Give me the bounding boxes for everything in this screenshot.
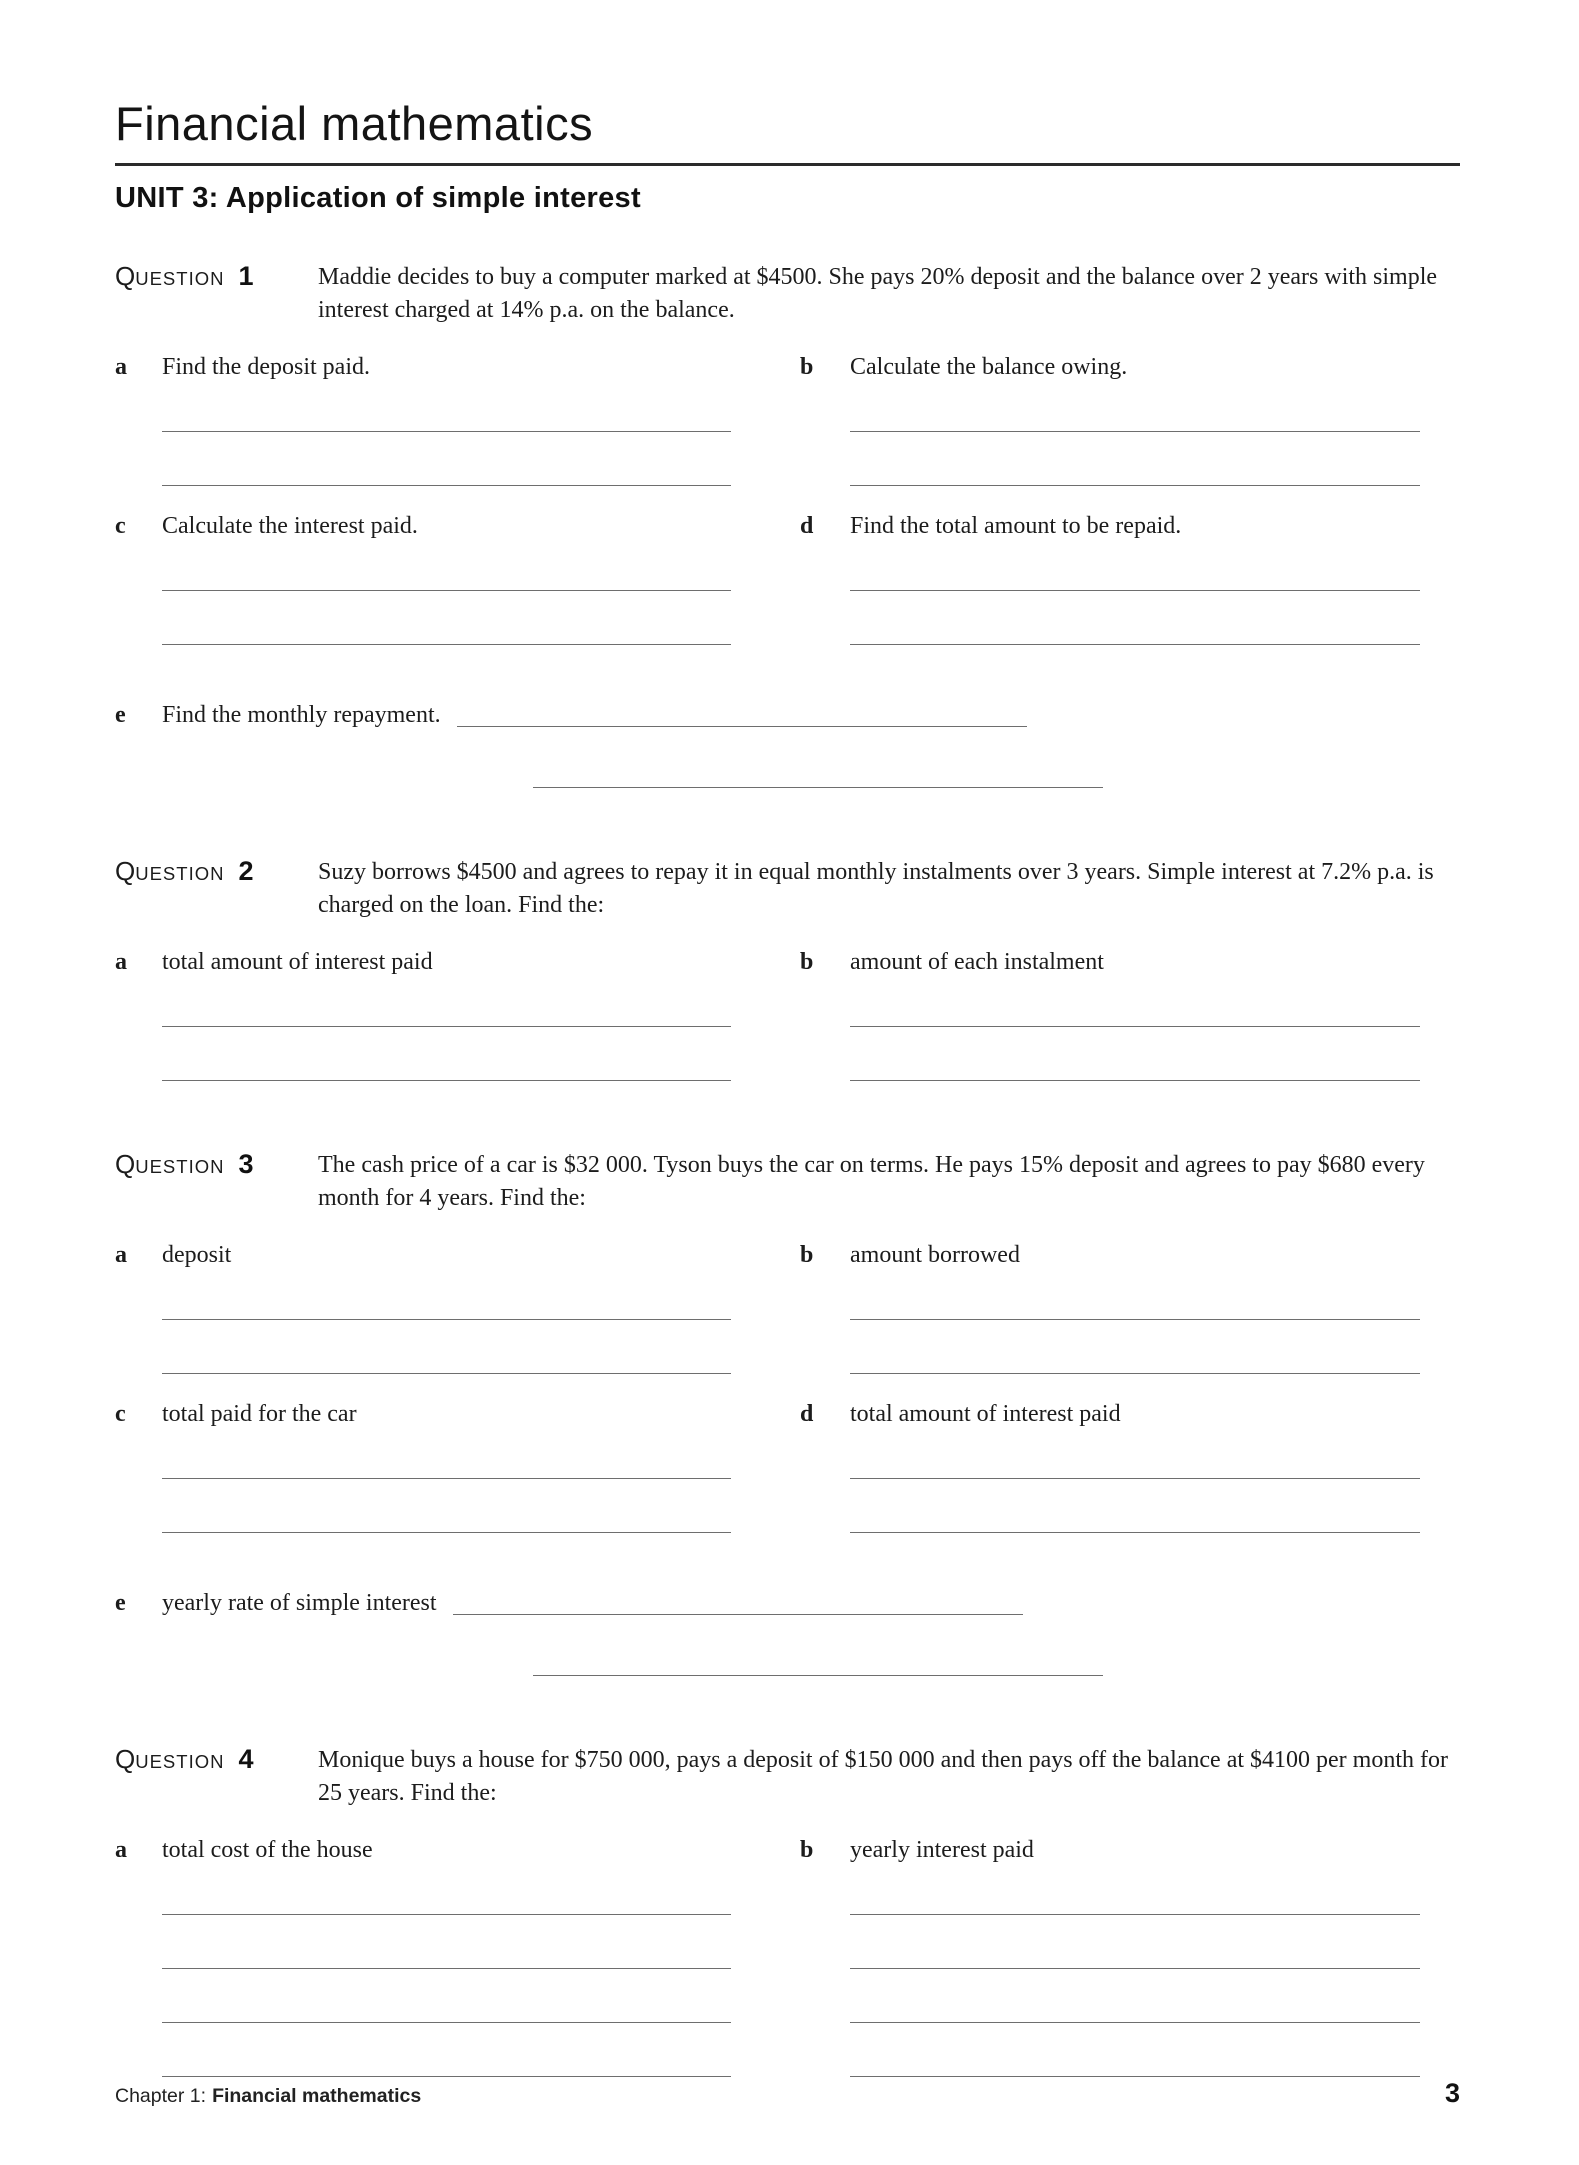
part-text: Find the deposit paid. bbox=[162, 354, 370, 380]
question-text: Suzy borrows $4500 and agrees to repay it in equal monthly instalments over 3 years. Simple interest at 7.2% p.a. is charged on the loan. Find the: bbox=[318, 859, 1434, 918]
chapter-title: Financial mathematics bbox=[212, 2085, 422, 2107]
question-text: The cash price of a car is $32 000. Tyson buys the car on terms. He pays 15% deposit and agrees to pay $680 every month for 4 years. Find the: bbox=[318, 1152, 1425, 1211]
part-text: Calculate the interest paid. bbox=[162, 513, 418, 539]
answer-line bbox=[850, 485, 1420, 486]
part-b bbox=[800, 946, 1460, 1081]
part-text: Find the total amount to be repaid. bbox=[850, 513, 1182, 539]
question-number: 1 bbox=[238, 261, 254, 291]
answer-line bbox=[850, 1373, 1420, 1374]
answer-line bbox=[162, 590, 731, 591]
answer-line bbox=[533, 787, 1103, 788]
question-word-initial: Q bbox=[115, 1744, 136, 1774]
answer-line bbox=[162, 1478, 731, 1479]
part-c bbox=[115, 1398, 800, 1533]
part-letter: b bbox=[800, 949, 814, 975]
part-text: yearly rate of simple interest bbox=[162, 1590, 437, 1616]
question-number: 4 bbox=[238, 1744, 254, 1774]
part-text: amount borrowed bbox=[850, 1242, 1020, 1268]
question-word-rest: UESTION bbox=[135, 863, 225, 884]
question-label bbox=[115, 856, 318, 922]
part-a bbox=[115, 1834, 800, 2077]
part-letter: a bbox=[115, 1242, 127, 1268]
part-a bbox=[115, 351, 800, 486]
answer-line bbox=[850, 644, 1420, 645]
question-label bbox=[115, 1149, 318, 1215]
part-letter: c bbox=[115, 1401, 126, 1427]
answer-line bbox=[162, 1968, 731, 1969]
part-text: total cost of the house bbox=[162, 1837, 373, 1863]
title-rule bbox=[115, 163, 1460, 166]
part-letter: b bbox=[800, 1242, 814, 1268]
question-1 bbox=[115, 261, 1460, 788]
answer-line bbox=[533, 1675, 1103, 1676]
answer-line bbox=[850, 1319, 1420, 1320]
answer-line bbox=[162, 1026, 731, 1027]
question-1-header bbox=[115, 261, 1460, 327]
part-letter: a bbox=[115, 354, 127, 380]
question-label bbox=[115, 261, 318, 327]
part-b bbox=[800, 1834, 1460, 2077]
part-text: amount of each instalment bbox=[850, 949, 1104, 975]
question-3-parts-ab bbox=[115, 1239, 1460, 1374]
part-letter: b bbox=[800, 354, 814, 380]
answer-line bbox=[850, 590, 1420, 591]
question-3-parts-cd bbox=[115, 1398, 1460, 1533]
answer-line bbox=[162, 1373, 731, 1374]
answer-line bbox=[162, 431, 731, 432]
answer-line bbox=[850, 1026, 1420, 1027]
answer-line bbox=[457, 699, 1027, 727]
part-text: yearly interest paid bbox=[850, 1837, 1034, 1863]
part-e bbox=[115, 699, 1460, 731]
answer-line bbox=[850, 1080, 1420, 1081]
question-2 bbox=[115, 856, 1460, 1081]
part-text: total paid for the car bbox=[162, 1401, 357, 1427]
question-word-initial: Q bbox=[115, 1149, 136, 1179]
unit-heading: UNIT 3: Application of simple interest bbox=[115, 182, 641, 214]
part-letter: d bbox=[800, 513, 814, 539]
chapter-prefix: Chapter 1: bbox=[115, 2085, 207, 2107]
page-title: Financial mathematics bbox=[115, 97, 594, 150]
answer-line bbox=[850, 1532, 1420, 1533]
answer-line bbox=[162, 644, 731, 645]
part-c bbox=[115, 510, 800, 645]
answer-line bbox=[162, 1914, 731, 1915]
page-footer bbox=[115, 2078, 1460, 2109]
part-text: deposit bbox=[162, 1242, 232, 1268]
answer-line bbox=[162, 1319, 731, 1320]
chapter-label bbox=[115, 2085, 421, 2108]
part-d bbox=[800, 510, 1460, 645]
part-letter: e bbox=[115, 1590, 126, 1616]
part-letter: a bbox=[115, 949, 127, 975]
question-3-header bbox=[115, 1149, 1460, 1215]
answer-line bbox=[850, 1968, 1420, 1969]
answer-line bbox=[162, 1080, 731, 1081]
part-text: Calculate the balance owing. bbox=[850, 354, 1128, 380]
question-4-header bbox=[115, 1744, 1460, 1810]
question-word-initial: Q bbox=[115, 856, 136, 886]
question-word-rest: UESTION bbox=[135, 1156, 225, 1177]
part-a bbox=[115, 946, 800, 1081]
page-number: 3 bbox=[1444, 2078, 1460, 2108]
question-2-header bbox=[115, 856, 1460, 922]
part-letter: a bbox=[115, 1837, 127, 1863]
question-2-parts-ab bbox=[115, 946, 1460, 1081]
answer-line bbox=[850, 2022, 1420, 2023]
question-4 bbox=[115, 1744, 1460, 2077]
part-e bbox=[115, 1587, 1460, 1619]
part-text: total amount of interest paid bbox=[850, 1401, 1121, 1427]
question-3 bbox=[115, 1149, 1460, 1676]
part-text: total amount of interest paid bbox=[162, 949, 433, 975]
question-4-parts-ab bbox=[115, 1834, 1460, 2077]
answer-line bbox=[162, 2022, 731, 2023]
question-number: 3 bbox=[238, 1149, 254, 1179]
part-letter: e bbox=[115, 702, 126, 728]
question-word-rest: UESTION bbox=[135, 268, 225, 289]
answer-line bbox=[453, 1587, 1023, 1615]
answer-line bbox=[850, 1478, 1420, 1479]
question-text: Maddie decides to buy a computer marked at $4500. She pays 20% deposit and the balance over 2 years with simple interest charged at 14% p.a. on the balance. bbox=[318, 264, 1438, 323]
question-number: 2 bbox=[238, 856, 254, 886]
answer-line bbox=[162, 1532, 731, 1533]
answer-line bbox=[850, 431, 1420, 432]
part-b bbox=[800, 1239, 1460, 1374]
question-text: Monique buys a house for $750 000, pays a deposit of $150 000 and then pays off the balance at $4100 per month for 25 years. Find the: bbox=[318, 1747, 1448, 1806]
answer-line bbox=[162, 2076, 731, 2077]
part-letter: d bbox=[800, 1401, 814, 1427]
question-word-rest: UESTION bbox=[135, 1751, 225, 1772]
answer-line bbox=[162, 485, 731, 486]
part-letter: c bbox=[115, 513, 126, 539]
answer-line bbox=[850, 2076, 1420, 2077]
question-label bbox=[115, 1744, 318, 1810]
part-b bbox=[800, 351, 1460, 486]
part-a bbox=[115, 1239, 800, 1374]
part-d bbox=[800, 1398, 1460, 1533]
part-letter: b bbox=[800, 1837, 814, 1863]
answer-line bbox=[850, 1914, 1420, 1915]
question-1-parts-ab bbox=[115, 351, 1460, 486]
question-1-parts-cd bbox=[115, 510, 1460, 645]
question-word-initial: Q bbox=[115, 261, 136, 291]
part-text: Find the monthly repayment. bbox=[162, 702, 441, 728]
